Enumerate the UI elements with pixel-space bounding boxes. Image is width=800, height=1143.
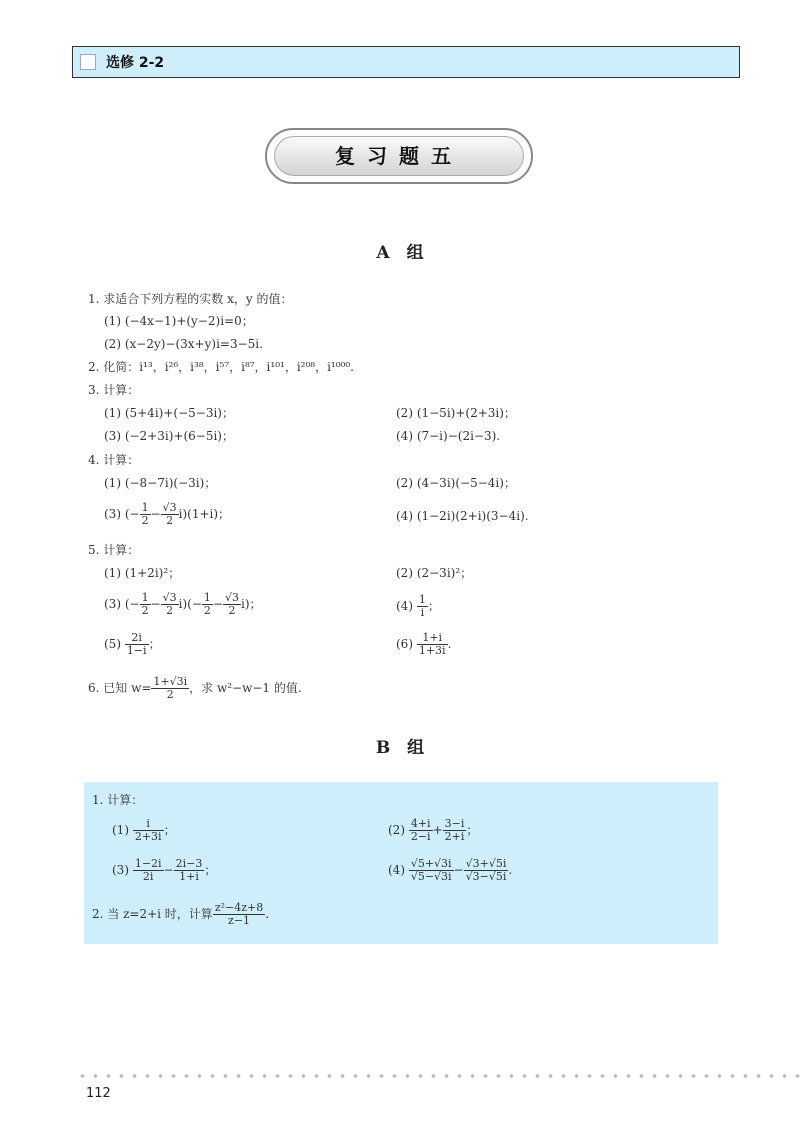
page-title: 复习题五 <box>335 144 463 168</box>
problem-5-part-1: (1) (1+2i)²； <box>104 566 181 580</box>
b-problem-1-part-3: (3) $\frac{1-2i}{2i}$ − $\frac{2i-3}{1+i}$ ； <box>112 857 217 883</box>
problem-3-part-3: (3) (−2+3i)+(6−5i)； <box>104 429 234 443</box>
problem-5-part-4: (4) $\frac{1}{i}$ ； <box>396 593 440 619</box>
fraction: $\frac{1-2i}{2i}$ <box>134 857 162 883</box>
page-number: 112 <box>86 1086 111 1101</box>
problem-1-part-2: (2) (x−2y)−(3x+y)i=3−5i. <box>104 337 263 351</box>
fraction: $\frac{1+√3i}{2}$ <box>153 675 188 701</box>
problem-3-part-1: (1) (5+4i)+(−5−3i)； <box>104 406 234 420</box>
b-problem-1-stem: 1. 计算： <box>92 793 144 807</box>
footer-dot-rule <box>76 1074 800 1078</box>
fraction: $\frac{i}{2+3i}$ <box>134 817 162 843</box>
b-problem-2: 2. 当 z=2+i 时，计算 $\frac{\text{z²−4z+8}}{z-1}$ . <box>92 901 270 927</box>
problem-5-part-3: (3) (− $\frac{1}{2}$ − $\frac{√3}{2}$ i)(− $\frac{1}{2}$ − $\frac{√3}{2}$ i)； <box>104 591 262 617</box>
fraction: $\frac{1}{2}$ <box>141 501 149 527</box>
problem-5-part-6: (6) $\frac{1+i}{1+3i}$ . <box>396 631 452 657</box>
problem-2-stem: 2. 化简：i¹³，i²⁶，i³⁸，i⁵⁷，i⁸⁷，i¹⁰¹，i²⁰⁸，i¹⁰⁰⁰. <box>88 360 354 374</box>
fraction: $\frac{√5+√3i}{√5-√3i}$ <box>410 857 452 883</box>
chapter-label: 选修 2-2 <box>106 55 165 71</box>
problem-4-part-4: (4) (1−2i)(2+i)(3−4i). <box>396 509 529 523</box>
header-square-icon <box>80 54 96 70</box>
problem-6: 6. 已知 w= $\frac{1+√3i}{2}$ ，求 w²−w−1 的值. <box>88 675 302 701</box>
fraction: $\frac{√3+√5i}{√3-√5i}$ <box>465 857 507 883</box>
fraction: $\frac{√3}{2}$ <box>162 501 177 527</box>
problem-5-stem: 5. 计算： <box>88 543 140 557</box>
problem-3-part-4: (4) (7−i)−(2i−3). <box>396 429 501 443</box>
fraction: $\frac{2i}{1-i}$ <box>126 631 147 657</box>
problem-5-part-2: (2) (2−3i)²； <box>396 566 473 580</box>
fraction: $\frac{3-i}{2+i}$ <box>444 817 465 843</box>
fraction: $\frac{√3}{2}$ <box>224 591 239 617</box>
chapter-header-bar <box>72 46 740 78</box>
fraction: $\frac{4+i}{2-i}$ <box>410 817 431 843</box>
problem-4-stem: 4. 计算： <box>88 453 140 467</box>
fraction: $\frac{2i-3}{1+i}$ <box>175 857 203 883</box>
fraction: $\frac{1}{i}$ <box>418 593 426 619</box>
problem-5-part-5: (5) $\frac{2i}{1-i}$ ； <box>104 631 161 657</box>
problem-4-part-3: (3) (− $\frac{1}{2}$ − $\frac{√3}{2}$ i)(1+i)； <box>104 501 231 527</box>
problem-4-part-1: (1) (−8−7i)(−3i)； <box>104 476 217 490</box>
b-problem-1-part-4: (4) $\frac{√5+√3i}{√5-√3i}$ − $\frac{√3+√5i}{√3-√5i}$ . <box>388 857 513 883</box>
b-problem-1-part-2: (2) $\frac{4+i}{2-i}$ + $\frac{3-i}{2+i}$ ； <box>388 817 479 843</box>
fraction: $\frac{1}{2}$ <box>141 591 149 617</box>
fraction: $\frac{\text{z²−4z+8}}{z-1}$ <box>214 901 264 927</box>
fraction: $\frac{√3}{2}$ <box>162 591 177 617</box>
problem-3-part-2: (2) (1−5i)+(2+3i)； <box>396 406 516 420</box>
problem-1-stem: 1. 求适合下列方程的实数 x，y 的值： <box>88 292 293 306</box>
problem-1-part-1: (1) (−4x−1)+(y−2)i=0； <box>104 314 254 328</box>
problem-3-stem: 3. 计算： <box>88 383 140 397</box>
fraction: $\frac{1+i}{1+3i}$ <box>418 631 446 657</box>
group-a-heading: A 组 <box>376 243 424 263</box>
problem-4-part-2: (2) (4−3i)(−5−4i)； <box>396 476 516 490</box>
fraction: $\frac{1}{2}$ <box>203 591 211 617</box>
group-b-heading: B 组 <box>375 738 425 758</box>
b-problem-1-part-1: (1) $\frac{i}{2+3i}$ ； <box>112 817 176 843</box>
